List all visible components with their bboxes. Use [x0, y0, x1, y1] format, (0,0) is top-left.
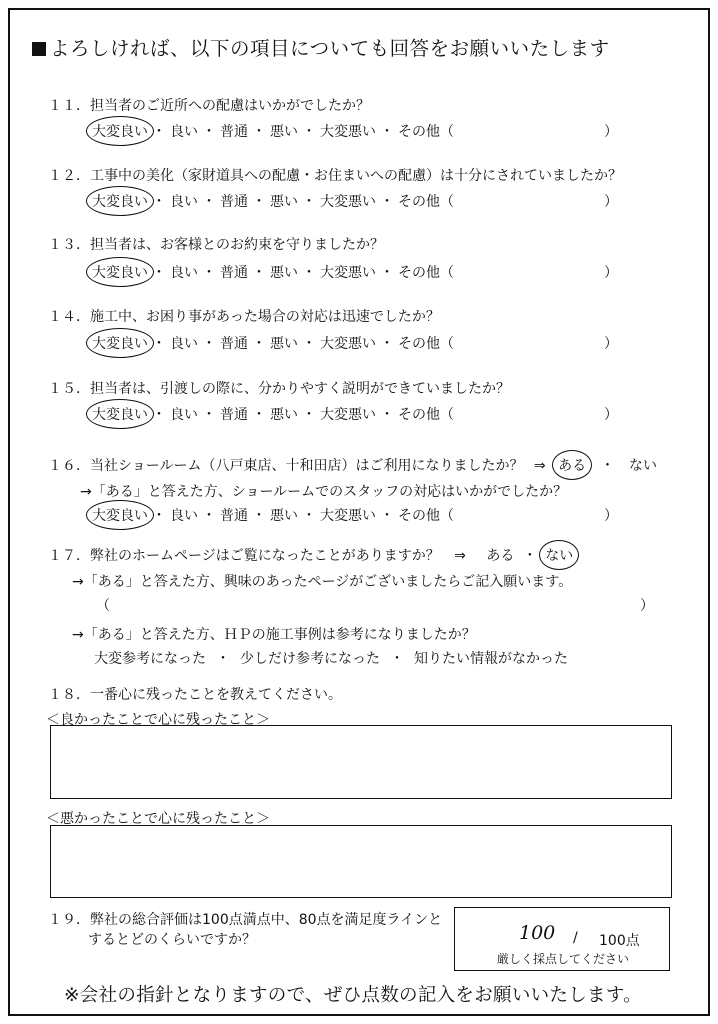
option-normal[interactable]: 普通 [220, 508, 248, 524]
options-15: 大変良い ・ 良い ・ 普通 ・ 悪い ・ 大変悪い ・ その他（ [92, 404, 454, 424]
option-normal[interactable]: 普通 [220, 336, 248, 352]
page-heading [32, 33, 610, 61]
choice-slightly-helpful[interactable]: 少しだけ参考になった [240, 651, 380, 667]
question-17-followup-1: →「ある」と答えた方、興味のあったページがございましたらご記入願います。 [72, 574, 573, 590]
separator-dot: ・ [522, 548, 537, 564]
option-other[interactable]: その他（ [398, 265, 454, 281]
question-16-followup: →「ある」と答えた方、ショールームでのスタッフの対応はいかがでしたか？ [80, 484, 568, 500]
option-good[interactable]: 良い [170, 194, 198, 210]
comment-close-paren: ） [640, 598, 654, 614]
score-note: 厳しく採点してください [497, 952, 630, 966]
option-good[interactable]: 良い [170, 265, 198, 281]
question-16-text: １６．当社ショールーム（八戸東店、十和田店）はご利用になりましたか？ [48, 458, 524, 474]
option-very-bad[interactable]: 大変悪い [320, 336, 376, 352]
square-bullet-icon [32, 42, 46, 56]
heading-text: よろしければ、以下の項目についても回答をお願いいたします [50, 37, 610, 60]
footer-note: ※会社の指針となりますので、ぜひ点数の記入をお願いいたします。 [64, 985, 642, 1006]
other-close-paren: ） [604, 124, 618, 140]
score-value: 100 [519, 922, 556, 944]
option-very-bad[interactable]: 大変悪い [320, 508, 376, 524]
arrow-right-icon: ⇒ [454, 548, 466, 564]
options-11: 大変良い ・ 良い ・ 普通 ・ 悪い ・ 大変悪い ・ その他（ [92, 121, 454, 141]
bad-memory-box[interactable] [50, 825, 672, 898]
options-16: 大変良い ・ 良い ・ 普通 ・ 悪い ・ 大変悪い ・ その他（ [92, 505, 454, 525]
option-normal[interactable]: 普通 [220, 124, 248, 140]
good-memory-box[interactable] [50, 725, 672, 799]
choice-very-helpful[interactable]: 大変参考になった [94, 651, 206, 667]
separator-dot: ・ [600, 458, 615, 474]
option-very-good[interactable]: 大変良い [92, 262, 148, 282]
option-no[interactable]: ない [545, 545, 573, 565]
bad-memory-label: ＜悪かったことで心に残ったこと＞ [46, 811, 270, 827]
option-very-bad[interactable]: 大変悪い [320, 124, 376, 140]
option-other[interactable]: その他（ [398, 124, 454, 140]
option-normal[interactable]: 普通 [220, 194, 248, 210]
question-16 [48, 455, 657, 475]
question-19-line-2: するとどのくらいですか？ [88, 932, 256, 948]
question-17-followup-2: →「ある」と答えた方、ＨＰの施工事例は参考になりましたか？ [72, 627, 476, 643]
option-bad[interactable]: 悪い [270, 407, 298, 423]
option-bad[interactable]: 悪い [270, 265, 298, 281]
comment-open-paren: （ [96, 598, 110, 614]
options-12: 大変良い ・ 良い ・ 普通 ・ 悪い ・ 大変悪い ・ その他（ [92, 191, 454, 211]
option-bad[interactable]: 悪い [270, 336, 298, 352]
arrow-right-icon: ⇒ [533, 458, 546, 474]
option-good[interactable]: 良い [170, 124, 198, 140]
question-17-text: １７．弊社のホームページはご覧になったことがありますか？ [48, 548, 440, 564]
option-bad[interactable]: 悪い [270, 194, 298, 210]
option-normal[interactable]: 普通 [220, 407, 248, 423]
option-other[interactable]: その他（ [398, 194, 454, 210]
question-14: １４．施工中、お困り事があった場合の対応は迅速でしたか？ [48, 309, 440, 325]
question-18: １８．一番心に残ったことを教えてください。 [48, 687, 342, 703]
comment-field[interactable] [110, 593, 630, 613]
option-very-bad[interactable]: 大変悪い [320, 265, 376, 281]
question-11: １１．担当者のご近所への配慮はいかがでしたか？ [48, 98, 370, 114]
other-close-paren: ） [604, 407, 618, 423]
other-close-paren: ） [604, 194, 618, 210]
option-good[interactable]: 良い [170, 336, 198, 352]
option-very-good[interactable]: 大変良い [92, 121, 148, 141]
option-good[interactable]: 良い [170, 508, 198, 524]
question-15: １５．担当者は、引渡しの際に、分かりやすく説明ができていましたか？ [48, 381, 510, 397]
question-17 [48, 545, 573, 565]
option-good[interactable]: 良い [170, 407, 198, 423]
options-14: 大変良い ・ 良い ・ 普通 ・ 悪い ・ 大変悪い ・ その他（ [92, 333, 454, 353]
option-other[interactable]: その他（ [398, 407, 454, 423]
options-13: 大変良い ・ 良い ・ 普通 ・ 悪い ・ 大変悪い ・ その他（ [92, 262, 454, 282]
option-bad[interactable]: 悪い [270, 508, 298, 524]
other-close-paren: ） [604, 265, 618, 281]
option-yes[interactable]: ある [486, 548, 515, 564]
other-close-paren: ） [604, 508, 618, 524]
question-12: １２．工事中の美化（家財道具への配慮・お住まいへの配慮）は十分にされていましたか？ [48, 168, 622, 184]
question-19-line-1: １９．弊社の総合評価は100点満点中、80点を満足度ラインと [48, 912, 443, 928]
choice-not-found[interactable]: 知りたい情報がなかった [414, 651, 568, 667]
option-very-good[interactable]: 大変良い [92, 333, 148, 353]
option-bad[interactable]: 悪い [270, 124, 298, 140]
other-close-paren: ） [604, 336, 618, 352]
reference-choices: 大変参考になった ・ 少しだけ参考になった ・ 知りたい情報がなかった [94, 648, 568, 668]
score-box[interactable] [454, 907, 670, 971]
option-normal[interactable]: 普通 [220, 265, 248, 281]
option-no[interactable]: ない [629, 458, 657, 474]
option-very-bad[interactable]: 大変悪い [320, 407, 376, 423]
option-yes[interactable]: ある [558, 455, 586, 475]
score-slash: / [573, 930, 578, 946]
option-other[interactable]: その他（ [398, 508, 454, 524]
option-very-good[interactable]: 大変良い [92, 505, 148, 525]
score-max: 100点 [599, 933, 640, 949]
good-memory-label: ＜良かったことで心に残ったこと＞ [46, 712, 270, 728]
question-13: １３．担当者は、お客様とのお約束を守りましたか？ [48, 237, 384, 253]
option-very-good[interactable]: 大変良い [92, 404, 148, 424]
option-very-bad[interactable]: 大変悪い [320, 194, 376, 210]
option-other[interactable]: その他（ [398, 336, 454, 352]
option-very-good[interactable]: 大変良い [92, 191, 148, 211]
